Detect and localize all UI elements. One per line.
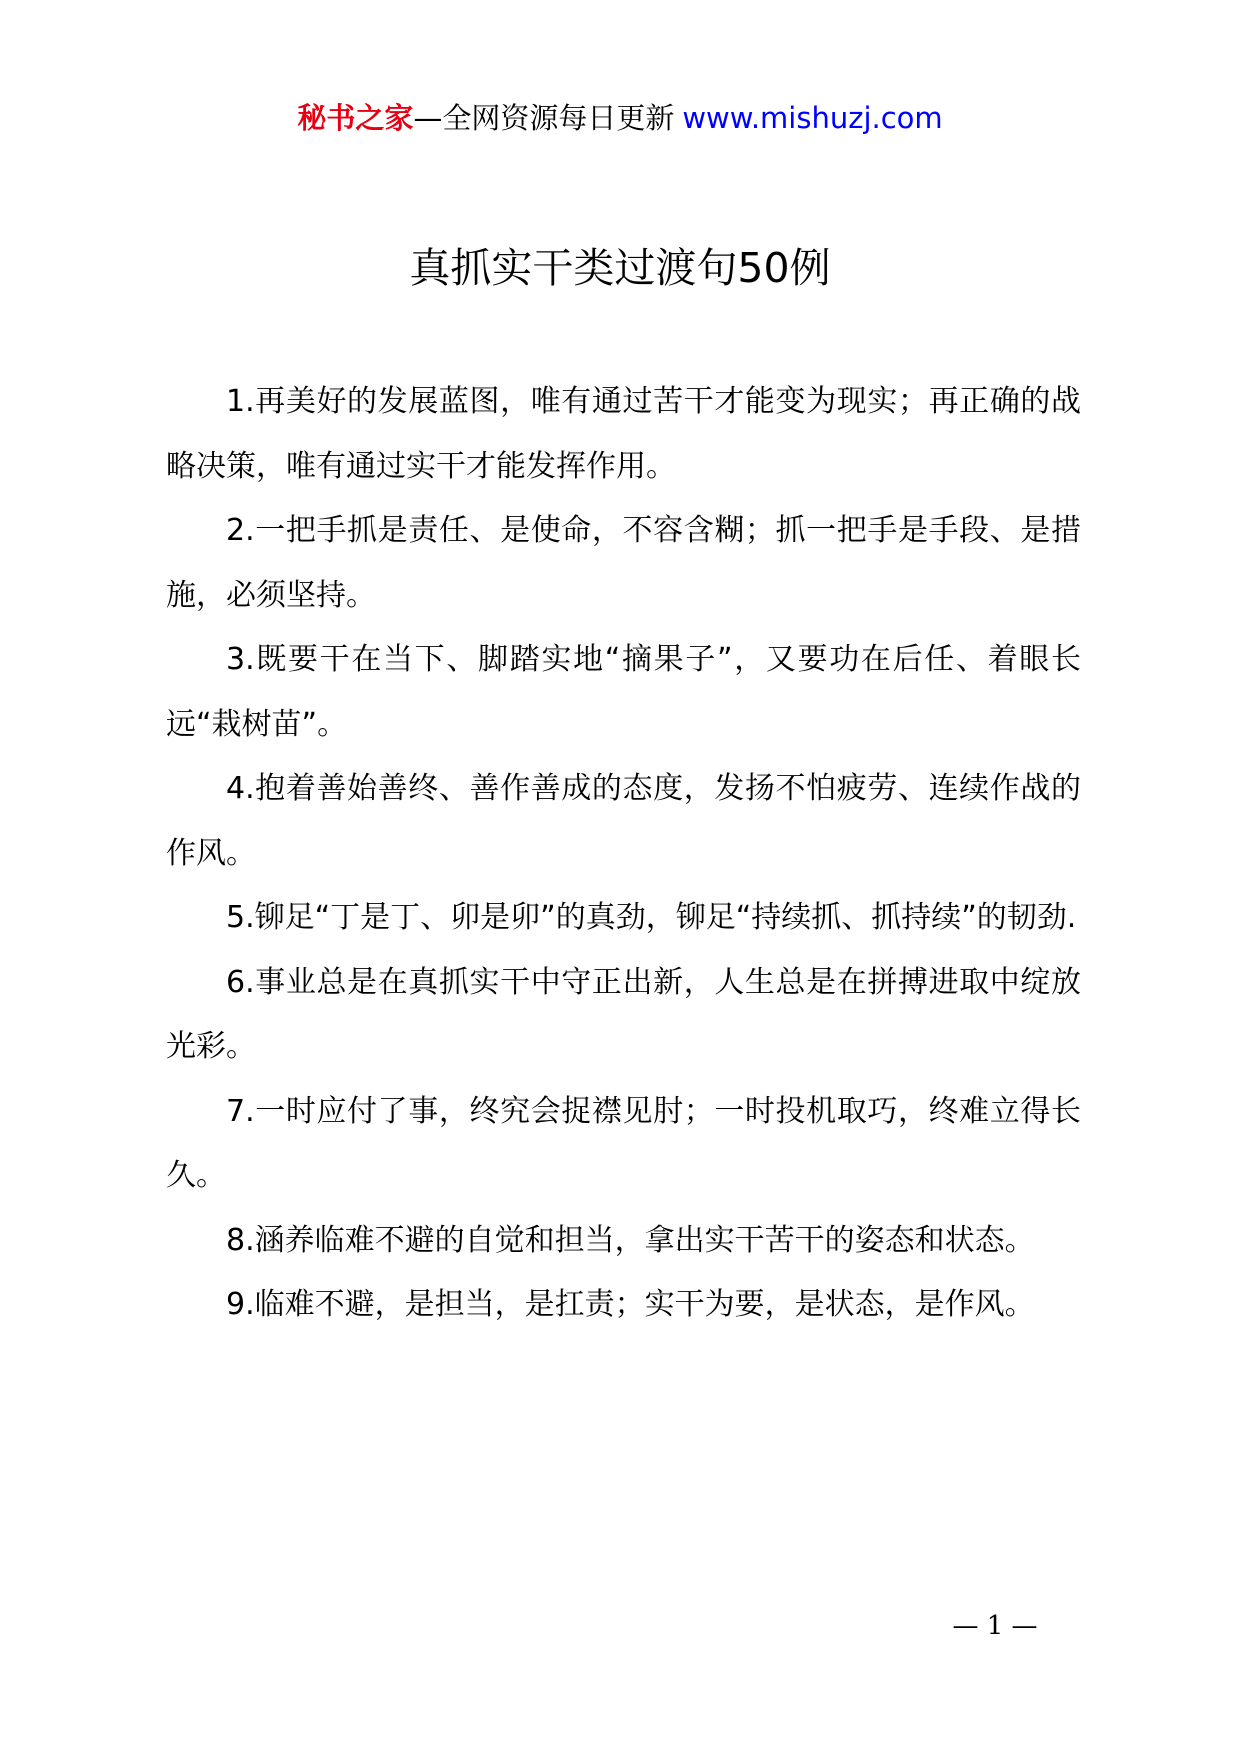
paragraph-8: 8.涵养临难不避的自觉和担当，拿出实干苦干的姿态和状态。: [226, 1222, 1035, 1258]
paragraph-9: 9.临难不避，是担当，是扛责；实干为要，是状态，是作风。: [226, 1287, 1035, 1322]
paragraph-6: 6.事业总是在真抓实干中守正出新，人生总是在拼搏进取中绽放光彩。: [166, 964, 1081, 1064]
paragraph-2: 2.一把手抓是责任、是使命，不容含糊；抓一把手是手段、是措施，必须坚持。: [166, 513, 1081, 613]
header-slogan: —全网资源每日更新: [413, 101, 675, 135]
paragraph-7: 7.一时应付了事，终究会捉襟见肘；一时投机取巧，终难立得长久。: [166, 1093, 1081, 1193]
paragraph-4: 4.抱着善始善终、善作善成的态度，发扬不怕疲劳、连续作战的作风。: [166, 771, 1081, 871]
site-url-link[interactable]: www.mishuzj.com: [682, 101, 943, 135]
page-number: — 1 —: [952, 1611, 1038, 1641]
paragraph-3: 3.既要干在当下、脚踏实地“摘果子”，又要功在后任、着眼长远“栽树苗”。: [166, 642, 1081, 742]
brand-name: 秘书之家: [297, 101, 414, 135]
document-title: 真抓实干类过渡句50例: [409, 244, 831, 292]
site-header: [0, 98, 1240, 138]
paragraph-5: 5.铆足“丁是丁、卯是卯”的真劲，铆足“持续抓、抓持续”的韧劲.: [226, 900, 1077, 935]
document-body: [166, 370, 1081, 1338]
paragraph-1: 1.再美好的发展蓝图，唯有通过苦干才能变为现实；再正确的战略决策，唯有通过实干才能发挥作用。: [166, 384, 1081, 484]
